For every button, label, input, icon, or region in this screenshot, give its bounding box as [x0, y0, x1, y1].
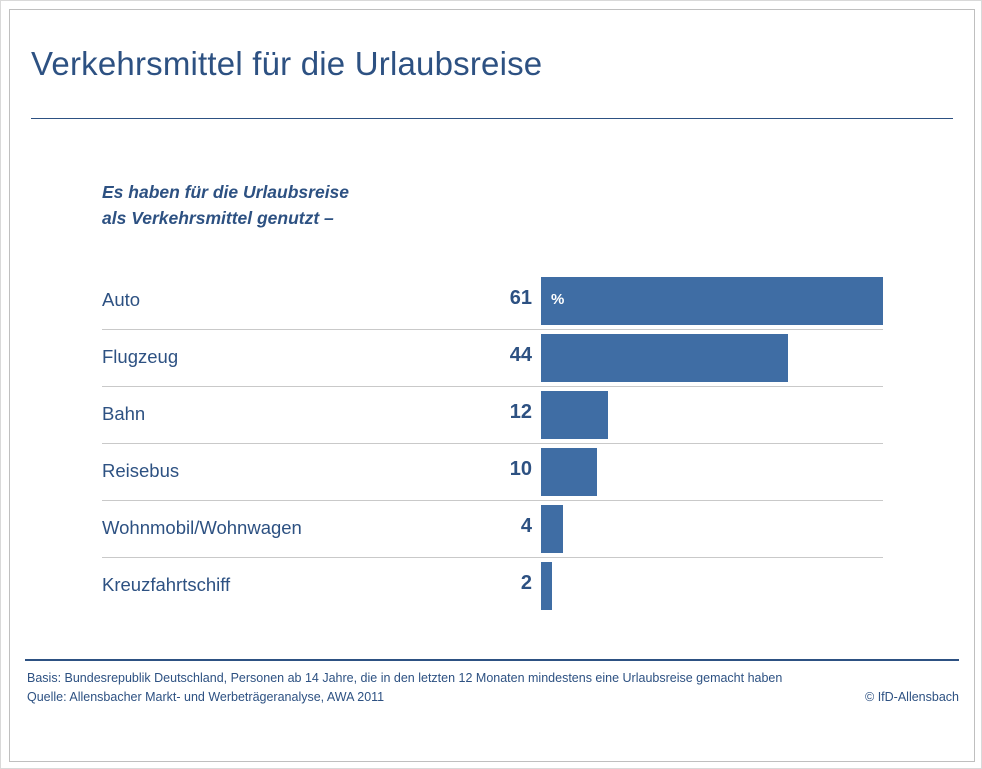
bar-category-label: Flugzeug — [102, 346, 179, 367]
bar-category-label: Kreuzfahrtschiff — [102, 574, 231, 595]
footer-basis: Basis: Bundesrepublik Deutschland, Personen ab 14 Jahre, die in den letzten 12 Monaten mindestens eine Urlaubsreise gemacht haben — [27, 671, 783, 685]
table-row — [102, 273, 883, 330]
bar-wohnmobil — [541, 505, 563, 553]
bar-category-label: Wohnmobil/Wohnwagen — [102, 517, 302, 538]
table-row — [102, 501, 883, 558]
bar-chart — [102, 273, 883, 614]
bar-track — [541, 444, 883, 500]
table-row — [102, 330, 883, 387]
chart-subtitle-line-1: Es haben für die Urlaubsreise — [102, 182, 350, 202]
bar-category-label: Reisebus — [102, 460, 180, 481]
bar-track — [541, 501, 883, 557]
footer-divider — [25, 659, 959, 661]
bar-category-label: Bahn — [102, 403, 146, 424]
chart-subtitle-line-2: als Verkehrsmittel genutzt – — [102, 208, 334, 228]
chart-subtitle — [102, 179, 349, 231]
bar-value-label: 61 — [509, 287, 532, 309]
bar-track — [541, 558, 883, 614]
bar-value-label: 2 — [520, 572, 532, 594]
footer-copyright: © IfD-Allensbach — [865, 690, 959, 704]
percent-symbol: % — [551, 291, 565, 308]
bar-value-label: 12 — [509, 401, 532, 423]
table-row — [102, 444, 883, 501]
bar-auto — [541, 277, 883, 325]
bar-track — [541, 330, 883, 386]
bar-value-label: 4 — [520, 515, 532, 537]
title-divider — [31, 118, 953, 119]
page-title: Verkehrsmittel für die Urlaubsreise — [31, 45, 543, 82]
bar-track — [541, 273, 883, 329]
table-row — [102, 387, 883, 444]
footer-source: Quelle: Allensbacher Markt- und Werbeträgeranalyse, AWA 2011 — [27, 690, 385, 704]
footer — [27, 669, 961, 707]
bar-kreuzfahrtschiff — [541, 562, 552, 610]
bar-track — [541, 387, 883, 443]
bar-bahn — [541, 391, 608, 439]
bar-flugzeug — [541, 334, 788, 382]
bar-category-label: Auto — [102, 289, 141, 310]
bar-value-label: 10 — [509, 458, 532, 480]
bar-value-label: 44 — [509, 344, 532, 366]
table-row — [102, 558, 883, 614]
bar-reisebus — [541, 448, 597, 496]
